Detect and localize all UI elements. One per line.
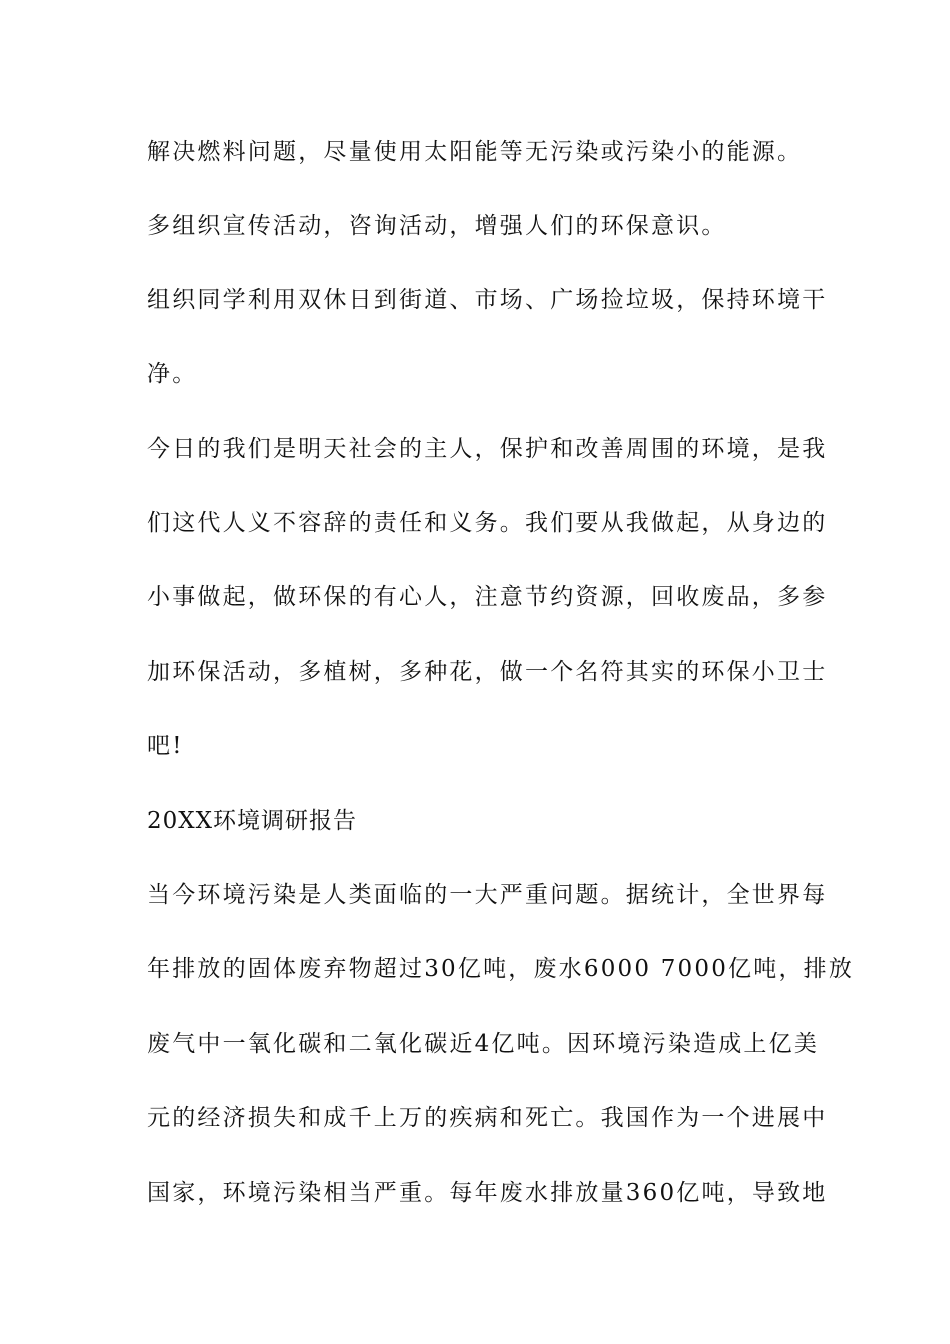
paragraph-line: 净。 <box>147 361 198 387</box>
paragraph-line: 小事做起，做环保的有心人，注意节约资源，回收废品，多参 <box>147 584 828 610</box>
paragraph-line: 组织同学利用双休日到街道、市场、广场捡垃圾，保持环境干 <box>147 287 828 313</box>
paragraph-line: 加环保活动，多植树，多种花，做一个名符其实的环保小卫士 <box>147 659 828 685</box>
section-title: 20XX环境调研报告 <box>147 808 358 834</box>
paragraph-line: 们这代人义不容辞的责任和义务。我们要从我做起，从身边的 <box>147 510 828 536</box>
paragraph-line: 年排放的固体废弃物超过30亿吨，废水6000 7000亿吨，排放 <box>147 956 855 982</box>
paragraph-line: 当今环境污染是人类面临的一大严重问题。据统计，全世界每 <box>147 882 828 908</box>
paragraph-line: 元的经济损失和成千上万的疾病和死亡。我国作为一个进展中 <box>147 1105 828 1131</box>
paragraph-line: 国家，环境污染相当严重。每年废水排放量360亿吨，导致地 <box>147 1180 828 1206</box>
paragraph-line: 多组织宣传活动，咨询活动，增强人们的环保意识。 <box>147 213 727 239</box>
paragraph-line: 解决燃料问题，尽量使用太阳能等无污染或污染小的能源。 <box>147 139 803 165</box>
paragraph-line: 今日的我们是明天社会的主人，保护和改善周围的环境，是我 <box>147 436 828 462</box>
paragraph-line: 吧! <box>147 733 184 759</box>
paragraph-line: 废气中一氧化碳和二氧化碳近4亿吨。因环境污染造成上亿美 <box>147 1031 820 1057</box>
